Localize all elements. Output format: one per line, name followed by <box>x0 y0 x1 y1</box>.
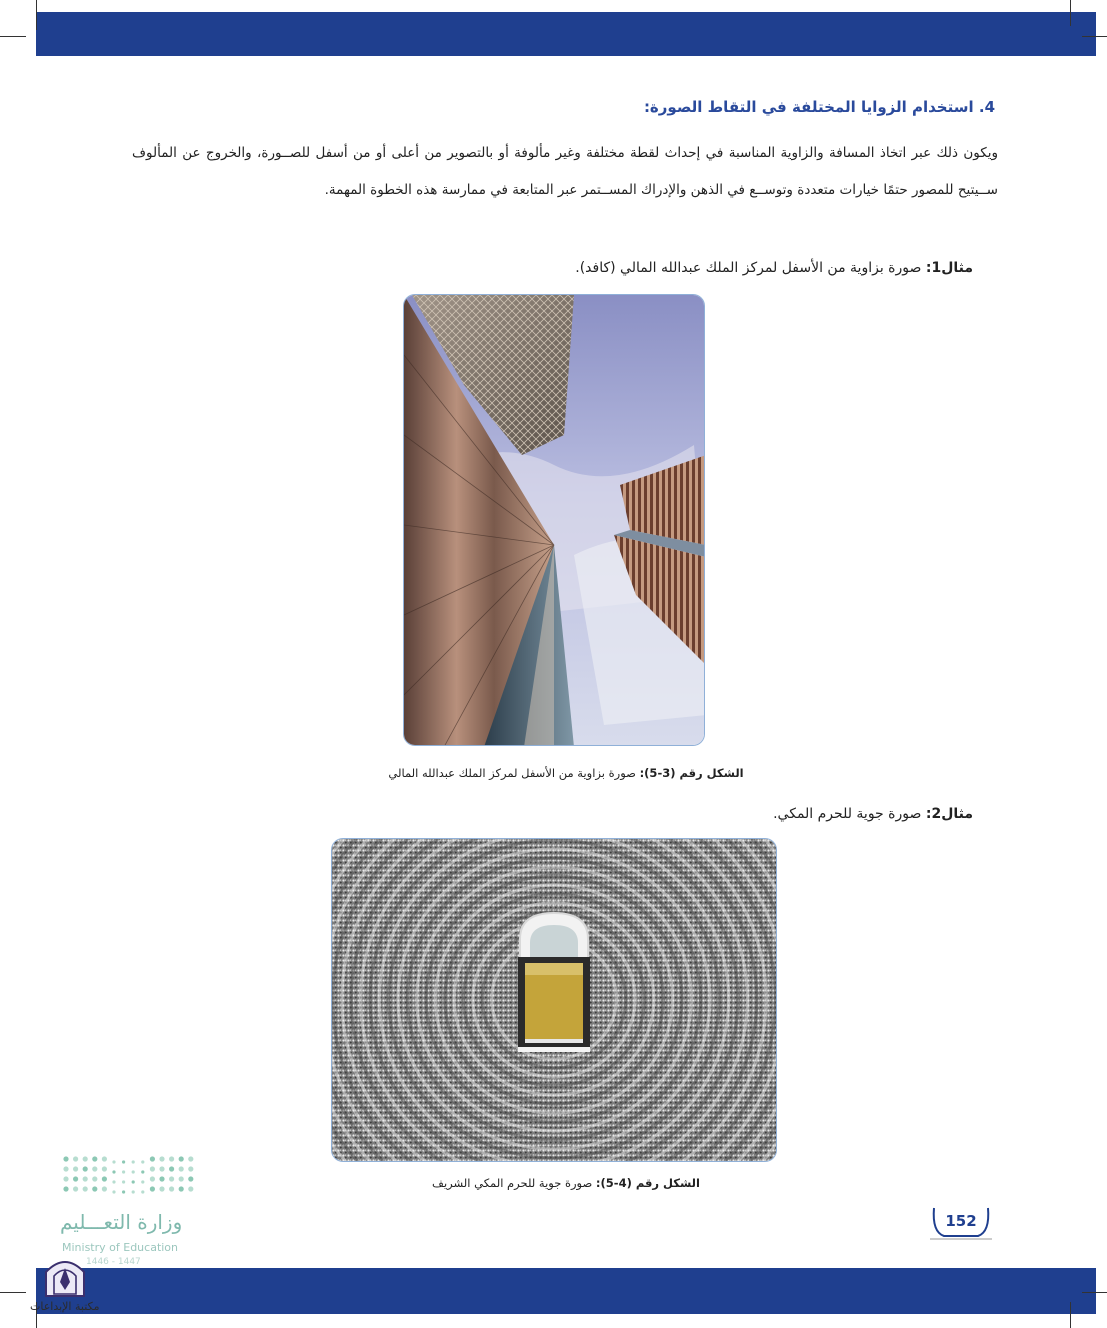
logo-dot <box>112 1160 115 1163</box>
crop-mark <box>0 36 26 37</box>
section-heading: 4. استخدام الزوايا المختلفة في التقاط الصورة: <box>643 98 995 116</box>
logo-dot <box>102 1176 107 1181</box>
figure-1-caption-label: الشكل رقم (3-5): <box>639 766 744 780</box>
logo-dot <box>150 1186 155 1191</box>
example-1 <box>575 260 973 276</box>
example-2-label: مثال2: <box>925 806 973 822</box>
logo-dot <box>112 1170 115 1173</box>
logo-dot <box>169 1166 174 1171</box>
logo-dot <box>92 1186 97 1191</box>
crop-mark <box>0 1292 26 1293</box>
example-2 <box>773 806 973 822</box>
logo-dot <box>188 1156 193 1161</box>
example-1-label: مثال1: <box>925 260 973 276</box>
library-label: مكتبة الإبداعات <box>30 1300 100 1313</box>
logo-dot <box>92 1156 97 1161</box>
ministry-arabic-name: وزارة التعـــليم <box>60 1210 183 1234</box>
logo-dot <box>112 1180 115 1183</box>
figure-1-caption <box>354 766 778 780</box>
logo-dot <box>141 1160 144 1163</box>
logo-dot <box>188 1186 193 1191</box>
figure-haram-aerial <box>331 838 777 1162</box>
logo-dot <box>159 1176 164 1181</box>
kafd-photo <box>404 295 705 746</box>
header-band <box>36 12 1096 56</box>
logo-dot <box>63 1156 68 1161</box>
body-paragraph: ويكون ذلك عبر اتخاذ المسافة والزاوية المناسبة في إحداث لقطة مختلفة وغير مألوفة أو بالتصوير من أعلى أو من أسفل للصــورة، والخروج عن المألوف ســيتيح للمصور حتمًا خيارات متعددة وتوســع في الذهن والإدراك المســتمر عبر المتابعة في ممارسة هذه الخطوة المهمة. <box>132 145 998 198</box>
figure-kafd-low-angle <box>403 294 705 746</box>
page-number <box>930 1206 992 1242</box>
logo-dot <box>150 1166 155 1171</box>
logo-dot <box>83 1166 88 1171</box>
logo-dot <box>122 1180 125 1183</box>
logo-dot <box>73 1186 78 1191</box>
logo-dot <box>63 1176 68 1181</box>
logo-dot <box>169 1176 174 1181</box>
logo-dot <box>179 1156 184 1161</box>
logo-dot <box>159 1156 164 1161</box>
logo-dot <box>112 1190 115 1193</box>
figure-2-caption-text: صورة جوية للحرم المكي الشريف <box>432 1176 593 1190</box>
crop-mark <box>36 0 37 30</box>
logo-dot <box>141 1180 144 1183</box>
logo-dot <box>73 1166 78 1171</box>
logo-dot <box>122 1160 125 1163</box>
library-logo-icon <box>40 1256 90 1298</box>
logo-dot <box>179 1176 184 1181</box>
example-2-text: صورة جوية للحرم المكي. <box>773 806 922 822</box>
logo-dot <box>132 1170 135 1173</box>
logo-dot <box>63 1186 68 1191</box>
logo-dot <box>73 1156 78 1161</box>
logo-dot <box>188 1166 193 1171</box>
logo-dot <box>73 1176 78 1181</box>
haram-photo <box>332 839 777 1162</box>
logo-dot <box>92 1176 97 1181</box>
logo-dot <box>92 1166 97 1171</box>
ministry-english-name: Ministry of Education <box>62 1241 179 1254</box>
logo-dot <box>132 1190 135 1193</box>
footer-band <box>36 1268 1096 1314</box>
logo-dot <box>141 1170 144 1173</box>
crop-mark <box>1070 0 1071 26</box>
logo-dot <box>179 1166 184 1171</box>
logo-dot <box>102 1166 107 1171</box>
logo-dot <box>159 1186 164 1191</box>
logo-dot <box>141 1190 144 1193</box>
logo-dot <box>150 1176 155 1181</box>
logo-dot <box>150 1156 155 1161</box>
logo-dot <box>83 1176 88 1181</box>
logo-dot <box>132 1160 135 1163</box>
logo-dot <box>159 1166 164 1171</box>
logo-dot <box>102 1186 107 1191</box>
logo-dot <box>132 1180 135 1183</box>
logo-dot <box>169 1156 174 1161</box>
logo-dot <box>83 1156 88 1161</box>
logo-dot <box>122 1190 125 1193</box>
page-number-text: 152 <box>945 1212 977 1230</box>
logo-dot <box>102 1156 107 1161</box>
logo-dot <box>169 1186 174 1191</box>
figure-2-caption-label: الشكل رقم (4-5): <box>595 1176 700 1190</box>
logo-dot <box>122 1170 125 1173</box>
figure-1-caption-text: صورة بزاوية من الأسفل لمركز الملك عبدالله المالي <box>388 766 636 780</box>
crop-mark <box>1082 1292 1107 1293</box>
logo-dot <box>83 1186 88 1191</box>
ministry-year: 1446 - 1447 <box>86 1257 141 1267</box>
example-1-text: صورة بزاوية من الأسفل لمركز الملك عبدالله المالي (كافد). <box>575 260 922 276</box>
logo-dot <box>188 1176 193 1181</box>
crop-mark <box>1082 36 1107 37</box>
figure-2-caption <box>404 1176 728 1190</box>
crop-mark <box>1070 1302 1071 1328</box>
logo-dot <box>179 1186 184 1191</box>
logo-dot <box>63 1166 68 1171</box>
ministry-dots-logo-icon <box>60 1153 200 1197</box>
